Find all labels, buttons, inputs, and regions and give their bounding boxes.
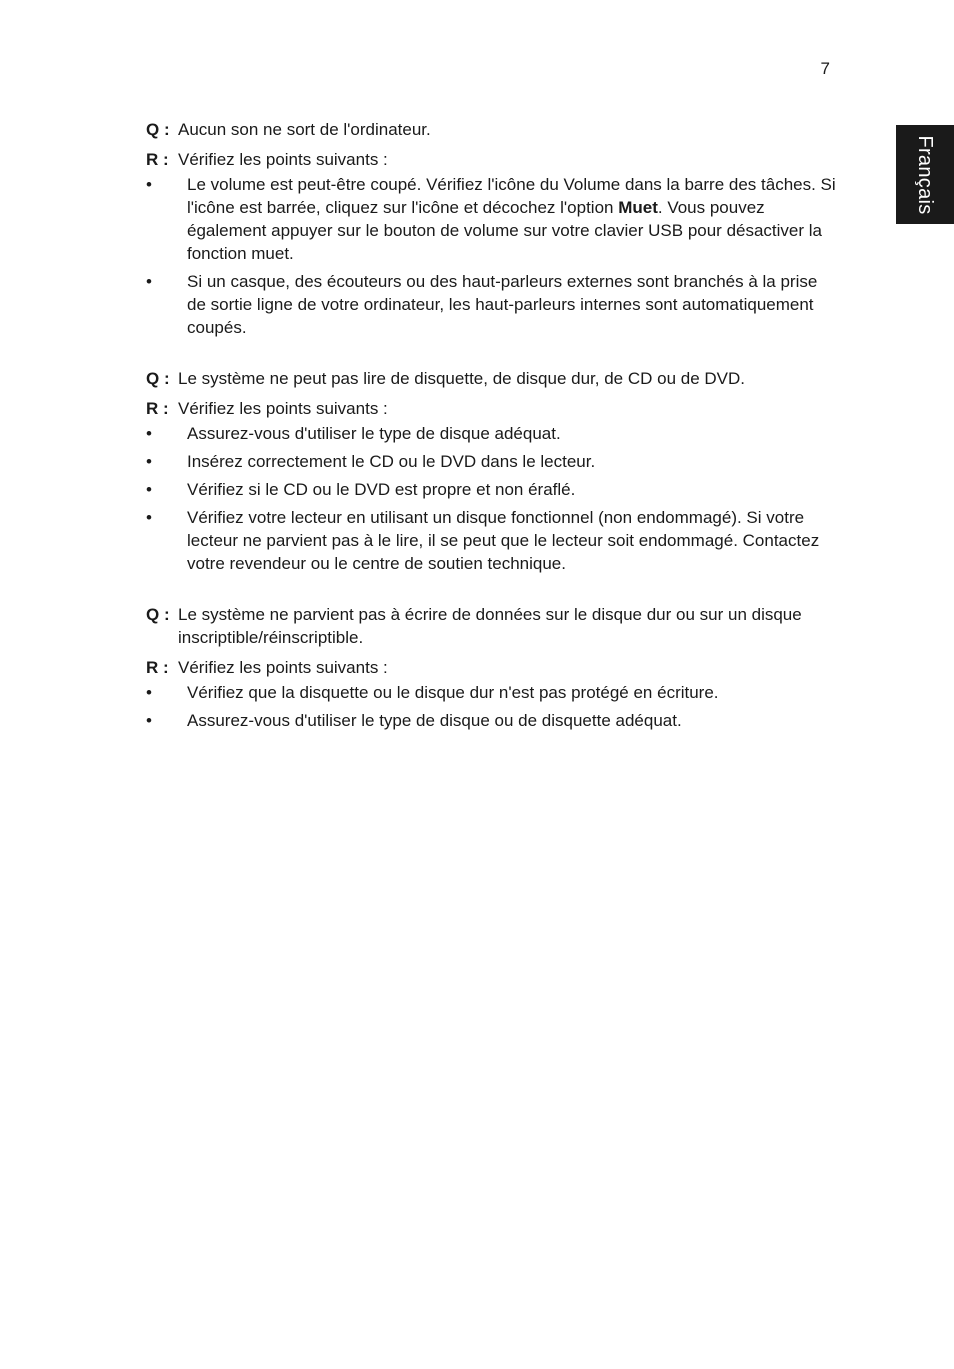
question-label: Q : (146, 120, 170, 139)
bullet-mark: • (146, 424, 152, 443)
answer-line (146, 148, 836, 171)
bullet-text: Vérifiez si le CD ou le DVD est propre et non éraflé. (187, 480, 576, 499)
bullet-mark: • (146, 480, 152, 499)
answer-text: Vérifiez les points suivants : (178, 658, 388, 677)
bullet-text-start: Le volume est peut-être coupé. Vérifiez l'icône du Volume dans la barre des tâches. Si l'icône est barrée, cliquez sur l'icône et décochez l'option (187, 175, 836, 217)
list-item (146, 422, 836, 445)
bullet-mark: • (146, 452, 152, 471)
language-tab-label: Français (914, 134, 936, 215)
answer-bullets (146, 422, 836, 575)
answer-bullets (146, 173, 836, 339)
question-text: Aucun son ne sort de l'ordinateur. (178, 120, 431, 139)
bullet-mark: • (146, 683, 152, 702)
bullet-text: Assurez-vous d'utiliser le type de disque adéquat. (187, 424, 561, 443)
bullet-text: Insérez correctement le CD ou le DVD dans le lecteur. (187, 452, 596, 471)
faq-item (146, 118, 836, 339)
question-line (146, 603, 836, 649)
answer-label: R : (146, 658, 169, 677)
question-text: Le système ne parvient pas à écrire de données sur le disque dur ou sur un disque inscriptible/réinscriptible. (178, 605, 802, 647)
question-label: Q : (146, 605, 170, 624)
bullet-text-end: . Vous pouvez également appuyer sur le bouton de volume sur votre clavier USB pour désactiver la fonction muet. (187, 198, 823, 263)
bullet-mark: • (146, 272, 152, 291)
list-item (146, 478, 836, 501)
question-line (146, 118, 836, 141)
bullet-text: Vérifiez votre lecteur en utilisant un disque fonctionnel (non endommagé). Si votre lecteur ne parvient pas à le lire, il se peut que le lecteur soit endommagé. Contactez votre revendeur ou le centre de soutien technique. (187, 508, 820, 573)
bullet-text: Si un casque, des écouteurs ou des haut-parleurs externes sont branchés à la prise de sortie ligne de votre ordinateur, les haut-parleurs internes sont automatiquement coupés. (187, 272, 818, 337)
bullet-mark: • (146, 508, 152, 527)
list-item (146, 709, 836, 732)
question-text: Le système ne peut pas lire de disquette, de disque dur, de CD ou de DVD. (178, 369, 746, 388)
bullet-text: Assurez-vous d'utiliser le type de disque ou de disquette adéquat. (187, 711, 682, 730)
question-label: Q : (146, 369, 170, 388)
page-number: 7 (820, 59, 830, 78)
language-tab (896, 125, 954, 224)
faq-content (146, 118, 836, 760)
list-item (146, 173, 836, 265)
faq-item (146, 367, 836, 575)
bullet-text (187, 173, 836, 265)
list-item (146, 681, 836, 704)
list-item (146, 506, 836, 575)
bullet-mark: • (146, 175, 152, 194)
answer-label: R : (146, 399, 169, 418)
list-item (146, 450, 836, 473)
answer-text: Vérifiez les points suivants : (178, 150, 388, 169)
answer-line (146, 397, 836, 420)
bullet-mark: • (146, 711, 152, 730)
list-item (146, 270, 836, 339)
question-line (146, 367, 836, 390)
answer-line (146, 656, 836, 679)
answer-text: Vérifiez les points suivants : (178, 399, 388, 418)
answer-label: R : (146, 150, 169, 169)
faq-item (146, 603, 836, 732)
bullet-text: Vérifiez que la disquette ou le disque dur n'est pas protégé en écriture. (187, 683, 719, 702)
answer-bullets (146, 681, 836, 732)
bullet-text-bold: Muet (618, 198, 658, 217)
